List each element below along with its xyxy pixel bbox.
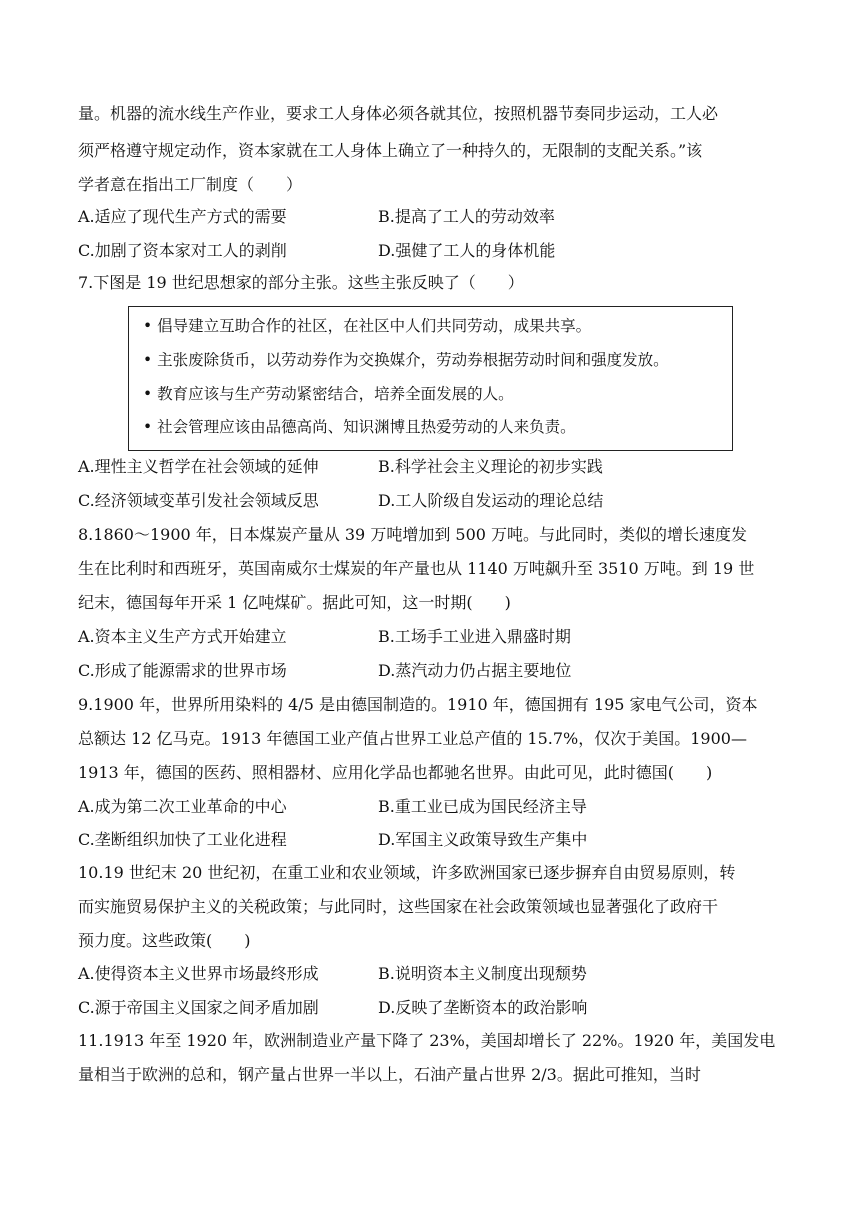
- q9-option-a[interactable]: A.成为第二次工业革命的中心: [78, 797, 287, 816]
- q7-option-b[interactable]: B.科学社会主义理论的初步实践: [378, 457, 603, 476]
- q7-option-c[interactable]: C.经济领域变革引发社会领域反思: [78, 491, 319, 510]
- q10-option-d[interactable]: D.反映了垄断资本的政治影响: [378, 998, 588, 1017]
- q10-line-1: 10.19 世纪末 20 世纪初，在重工业和农业领域，许多欧洲国家已逐步摒弃自由贸易原则，转: [78, 863, 736, 882]
- q11-line-1: 11.1913 年至 1920 年，欧洲制造业产量下降了 23%，美国却增长了 22%。1920 年，美国发电: [78, 1031, 776, 1050]
- q8-line-2: 生在比利时和西班牙，英国南威尔士煤炭的年产量也从 1140 万吨飙升至 3510 万吨。到 19 世: [78, 559, 755, 578]
- q10-line-2: 而实施贸易保护主义的关税政策；与此同时，这些国家在社会政策领域也显著强化了政府干: [78, 897, 719, 916]
- q10-option-c[interactable]: C.源于帝国主义国家之间矛盾加剧: [78, 998, 319, 1017]
- q9-option-c[interactable]: C.垄断组织加快了工业化进程: [78, 830, 287, 849]
- q10-line-3: 预力度。这些政策( ): [78, 931, 251, 950]
- q11-line-2: 量相当于欧洲的总和，钢产量占世界一半以上，石油产量占世界 2/3。据此可推知，当时: [78, 1065, 701, 1084]
- q9-line-2: 总额达 12 亿马克。1913 年德国工业产值占世界工业总产值的 15.7%，仅次于美国。1900—: [78, 729, 747, 748]
- q6-line-3: 学者意在指出工厂制度（ ）: [78, 175, 303, 194]
- q8-option-a[interactable]: A.资本主义生产方式开始建立: [78, 627, 287, 646]
- q6-option-a[interactable]: A.适应了现代生产方式的需要: [78, 207, 287, 226]
- q10-option-b[interactable]: B.说明资本主义制度出现颓势: [378, 964, 587, 983]
- q6-option-c[interactable]: C.加剧了资本家对工人的剥削: [78, 241, 287, 260]
- q8-option-c[interactable]: C.形成了能源需求的世界市场: [78, 661, 287, 680]
- q9-option-b[interactable]: B.重工业已成为国民经济主导: [378, 797, 587, 816]
- q6-line-2: 须严格遵守规定动作，资本家就在工人身体上确立了一种持久的，无限制的支配关系。”该: [78, 141, 703, 160]
- q7-quote-box: [128, 306, 733, 451]
- q7-box-item: • 教育应该与生产劳动紧密结合，培养全面发展的人。: [143, 385, 514, 403]
- q7-box-item: • 主张废除货币，以劳动券作为交换媒介，劳动券根据劳动时间和强度发放。: [143, 351, 669, 369]
- q8-option-b[interactable]: B.工场手工业进入鼎盛时期: [378, 627, 571, 646]
- q10-option-a[interactable]: A.使得资本主义世界市场最终形成: [78, 964, 319, 983]
- q7-box-item: • 倡导建立互助合作的社区，在社区中人们共同劳动，成果共享。: [143, 317, 592, 335]
- q9-line-3: 1913 年，德国的医药、照相器材、应用化学品也都驰名世界。由此可见，此时德国( ): [78, 763, 713, 782]
- q7-option-d[interactable]: D.工人阶级自发运动的理论总结: [378, 491, 604, 510]
- q9-option-d[interactable]: D.军国主义政策导致生产集中: [378, 830, 588, 849]
- q7-stem: 7.下图是 19 世纪思想家的部分主张。这些主张反映了（ ）: [78, 273, 524, 292]
- q8-option-d[interactable]: D.蒸汽动力仍占据主要地位: [378, 661, 572, 680]
- q8-line-1: 8.1860～1900 年，日本煤炭产量从 39 万吨增加到 500 万吨。与此同时，类似的增长速度发: [78, 525, 748, 544]
- q6-line-1: 量。机器的流水线生产作业，要求工人身体必须各就其位，按照机器节奏同步运动，工人必: [78, 104, 719, 123]
- q7-option-a[interactable]: A.理性主义哲学在社会领域的延伸: [78, 457, 319, 476]
- q9-line-1: 9.1900 年，世界所用染料的 4/5 是由德国制造的。1910 年，德国拥有 195 家电气公司，资本: [78, 695, 758, 714]
- q8-line-3: 纪末，德国每年开采 1 亿吨煤矿。据此可知，这一时期( ): [78, 593, 511, 612]
- q6-option-d[interactable]: D.强健了工人的身体机能: [378, 241, 556, 260]
- q6-option-b[interactable]: B.提高了工人的劳动效率: [378, 207, 555, 226]
- q7-box-item: • 社会管理应该由品德高尚、知识渊博且热爱劳动的人来负责。: [143, 418, 576, 436]
